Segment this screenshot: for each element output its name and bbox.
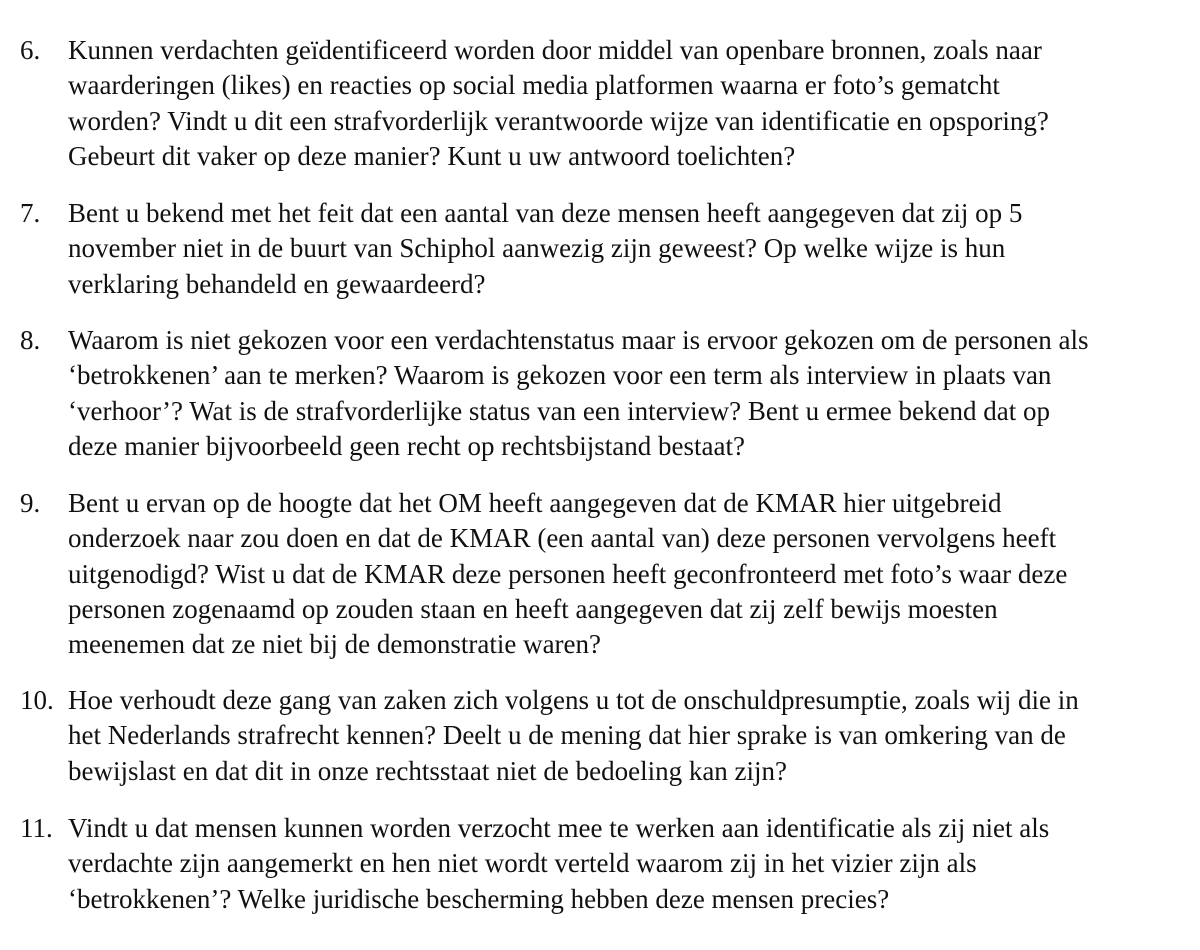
question-line: worden? Vindt u dit een strafvorderlijk verantwoorde wijze van identificatie en opsporing?	[68, 105, 1049, 136]
question-line: verdachte zijn aangemerkt en hen niet wordt verteld waarom zij in het vizier zijn als	[68, 848, 977, 879]
question-line: het Nederlands strafrecht kennen? Deelt u de mening dat hier sprake is van omkering van de	[68, 720, 1066, 751]
question-text	[68, 683, 1193, 789]
question-line: november niet in de buurt van Schiphol aanwezig zijn geweest? Op welke wijze is hun	[68, 233, 1006, 264]
question-line: uitgenodigd? Wist u dat de KMAR deze personen heeft geconfronteerd met foto’s waar deze	[68, 558, 1068, 589]
question-text	[68, 486, 1193, 662]
question-text	[68, 196, 1193, 302]
question-line: personen zogenaamd op zouden staan en heeft aangegeven dat zij zelf bewijs moesten	[68, 593, 998, 624]
question-line: deze manier bijvoorbeeld geen recht op rechtsbijstand bestaat?	[68, 430, 745, 461]
question-line: waarderingen (likes) en reacties op social media platformen waarna er foto’s gematcht	[68, 70, 1000, 101]
question-number: 10.	[20, 685, 54, 715]
question-number: 11.	[20, 813, 53, 843]
question-line: verklaring behandeld en gewaardeerd?	[68, 268, 486, 299]
question-text	[68, 811, 1193, 917]
question-line: meenemen dat ze niet bij de demonstratie waren?	[68, 629, 602, 660]
question-line: bewijslast en dat dit in onze rechtsstaat niet de bedoeling kan zijn?	[68, 755, 788, 786]
question-text	[68, 323, 1193, 464]
question-line: ‘betrokkenen’ aan te merken? Waarom is gekozen voor een term als interview in plaats van	[68, 360, 1052, 391]
question-number: 8.	[20, 325, 41, 355]
question-text	[68, 33, 1193, 174]
question-line: Gebeurt dit vaker op deze manier? Kunt u uw antwoord toelichten?	[68, 140, 796, 171]
question-line: Hoe verhoudt deze gang van zaken zich volgens u tot de onschuldpresumptie, zoals wij die in	[68, 685, 1079, 715]
question-line: onderzoek naar zou doen en dat de KMAR (een aantal van) deze personen vervolgens heeft	[68, 523, 1057, 554]
question-line: Bent u ervan op de hoogte dat het OM heeft aangegeven dat de KMAR hier uitgebreid	[68, 488, 1002, 518]
question-line: Kunnen verdachten geïdentificeerd worden door middel van openbare bronnen, zoals naar	[68, 35, 1042, 65]
question-line: ‘verhoor’? Wat is de strafvorderlijke status van een interview? Bent u ermee bekend dat op	[68, 395, 1050, 426]
question-number: 6.	[20, 35, 41, 65]
question-line: Waarom is niet gekozen voor een verdachtenstatus maar is ervoor gekozen om de personen als	[68, 325, 1089, 355]
question-line: Vindt u dat mensen kunnen worden verzocht mee te werken aan identificatie als zij niet als	[68, 813, 1050, 843]
question-line: ‘betrokkenen’? Welke juridische bescherming hebben deze mensen precies?	[68, 883, 890, 914]
question-number: 9.	[20, 488, 41, 518]
question-number: 7.	[20, 198, 41, 228]
question-line: Bent u bekend met het feit dat een aantal van deze mensen heeft aangegeven dat zij op 5	[68, 198, 1023, 228]
